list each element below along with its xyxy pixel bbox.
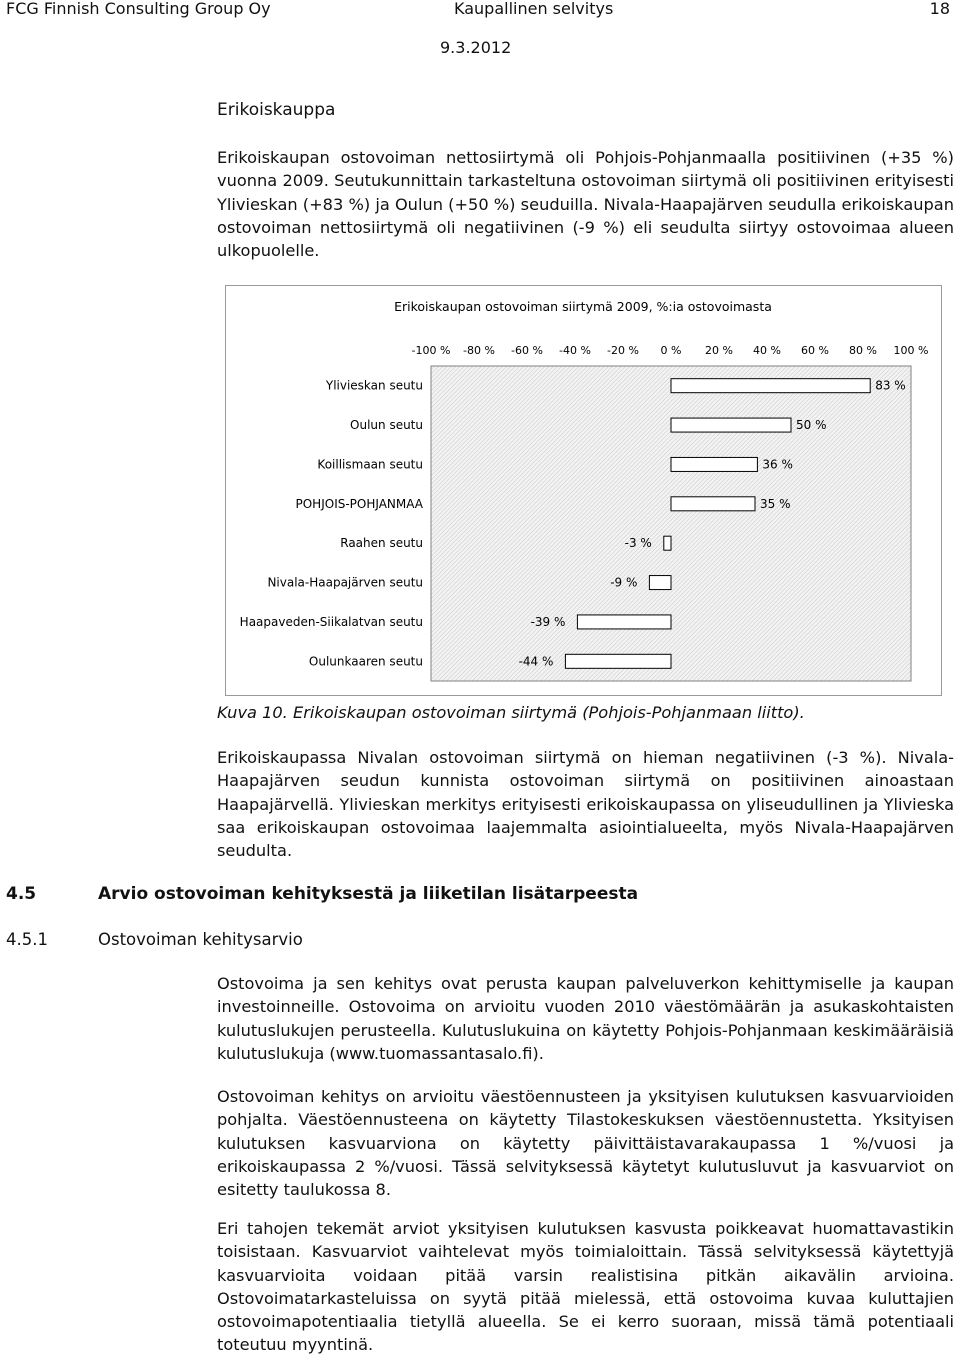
x-tick-label: 0 % bbox=[660, 344, 682, 357]
bar bbox=[671, 379, 870, 393]
x-tick-label: -40 % bbox=[559, 344, 591, 357]
header-date: 9.3.2012 bbox=[440, 38, 512, 57]
heading-4-5-1-number: 4.5.1 bbox=[6, 930, 48, 949]
category-label: Koillismaan seutu bbox=[317, 457, 423, 472]
plot-area bbox=[431, 366, 911, 681]
data-label: -44 % bbox=[518, 654, 554, 669]
data-label: -9 % bbox=[610, 575, 638, 590]
header-page-number: 18 bbox=[929, 0, 950, 18]
data-label: -39 % bbox=[530, 614, 566, 629]
bar bbox=[671, 457, 757, 471]
category-label: Ylivieskan seutu bbox=[325, 378, 423, 393]
chart-container bbox=[225, 285, 942, 696]
paragraph-1: Ostovoima ja sen kehitys ovat perusta kaupan palveluverkon kehittymiselle ja kaupan investoinneille. Ostovoima on arvioitu vuoden 2010 väestömäärän ja asukaskohtaisten kulutuslukujen perusteella. Kulutuslukuina on käytetty Pohjois-Pohjanmaan keskimääräisiä kulutuslukuja (www.tuomassantasalo.fi). bbox=[217, 974, 954, 1063]
data-label: 50 % bbox=[796, 418, 827, 433]
bar bbox=[565, 654, 671, 668]
category-label: POHJOIS-POHJANMAA bbox=[295, 496, 423, 511]
heading-4-5-number: 4.5 bbox=[6, 884, 37, 904]
chart bbox=[226, 286, 941, 695]
header-doc-title: Kaupallinen selvitys bbox=[454, 0, 614, 18]
data-label: 83 % bbox=[875, 378, 906, 393]
x-tick-label: -60 % bbox=[511, 344, 543, 357]
data-label: 36 % bbox=[762, 457, 793, 472]
x-tick-label: 80 % bbox=[849, 344, 877, 357]
bar bbox=[664, 536, 671, 550]
section-paragraph: Erikoiskaupan ostovoiman nettosiirtymä oli Pohjois-Pohjanmaalla positiivinen (+35 %) vuonna 2009. Seutukunnittain tarkasteltuna ostovoiman siirtymä oli positiivinen erityisesti Ylivieskan (+83 %) ja Oulun (+50 %) seuduilla. Nivala-Haapajärven seudulla erikoiskaupan ostovoiman nettosiirtymä oli negatiivinen (-9 %) eli seudulta siirtyy ostovoimaa alueen ulkopuolelle. bbox=[217, 148, 954, 261]
section-title: Erikoiskauppa bbox=[217, 100, 336, 120]
paragraph-2: Ostovoiman kehitys on arvioitu väestöennusteen ja yksityisen kulutuksen kasvuarvioiden pohjalta. Väestöennusteena on käytetty Tilastokeskuksen väestöennustetta. Yksityisen kulutuksen kasvuarviona on käytetty päivittäistavarakaupassa 1 %/vuosi ja erikoiskaupassa 2 %/vuosi. Tässä selvityksessä käytetyt kulutusluvut ja kasvuarviot on esitetty taulukossa 8. bbox=[217, 1087, 954, 1200]
category-label: Oulun seutu bbox=[350, 418, 423, 433]
heading-4-5 bbox=[6, 884, 638, 904]
category-label: Oulunkaaren seutu bbox=[308, 654, 423, 669]
bar bbox=[671, 418, 791, 432]
heading-4-5-1-title: Ostovoiman kehitysarvio bbox=[98, 930, 303, 949]
heading-4-5-title: Arvio ostovoiman kehityksestä ja liiketilan lisätarpeesta bbox=[98, 884, 639, 904]
x-tick-label: 60 % bbox=[801, 344, 829, 357]
header-company: FCG Finnish Consulting Group Oy bbox=[6, 0, 271, 18]
x-tick-label: -80 % bbox=[463, 344, 495, 357]
paragraph-after-chart: Erikoiskaupassa Nivalan ostovoiman siirtymä on hieman negatiivinen (-3 %). Nivala-Haapajärven seudun kunnista ostovoiman siirtymä on positiivinen ainoastaan Haapajärvellä. Ylivieskan merkitys erityisesti erikoiskaupassa on yliseudullinen ja Ylivieska saa erikoiskaupan ostovoimaa laajemmalta asiointialueelta, myös Nivala-Haapajärven seudulta. bbox=[217, 748, 954, 861]
figure-caption: Kuva 10. Erikoiskaupan ostovoiman siirtymä (Pohjois-Pohjanmaan liitto). bbox=[217, 703, 805, 722]
chart-title: Erikoiskaupan ostovoiman siirtymä 2009, %:ia ostovoimasta bbox=[394, 299, 772, 314]
data-label: 35 % bbox=[760, 496, 791, 511]
heading-4-5-1 bbox=[6, 930, 303, 949]
category-label: Haapaveden-Siikalatvan seutu bbox=[239, 614, 423, 629]
data-label: -3 % bbox=[624, 536, 652, 551]
bar bbox=[577, 615, 671, 629]
x-tick-label: -100 % bbox=[411, 344, 451, 357]
x-tick-label: 40 % bbox=[753, 344, 781, 357]
paragraph-3: Eri tahojen tekemät arviot yksityisen kulutuksen kasvusta poikkeavat huomattavastikin toisistaan. Kasvuarviot vaihtelevat myös toimialoittain. Tässä selvityksessä käytettyjä kasvuarvioita voidaan pitää varsin realistisina pitkän aikavälin arvioina. Ostovoimatarkasteluissa on syytä pitää mielessä, että ostovoima kuvaa kuluttajien ostovoimapotentiaalia tietyllä alueella. Se ei kerro suoraan, missä tämä potentiaali toteutuu myyntinä. bbox=[217, 1219, 954, 1355]
category-label: Raahen seutu bbox=[340, 536, 423, 551]
bar bbox=[671, 497, 755, 511]
x-tick-label: 100 % bbox=[893, 344, 929, 357]
x-tick-label: 20 % bbox=[705, 344, 733, 357]
bar bbox=[649, 576, 671, 590]
x-tick-label: -20 % bbox=[607, 344, 639, 357]
category-label: Nivala-Haapajärven seutu bbox=[267, 575, 423, 590]
